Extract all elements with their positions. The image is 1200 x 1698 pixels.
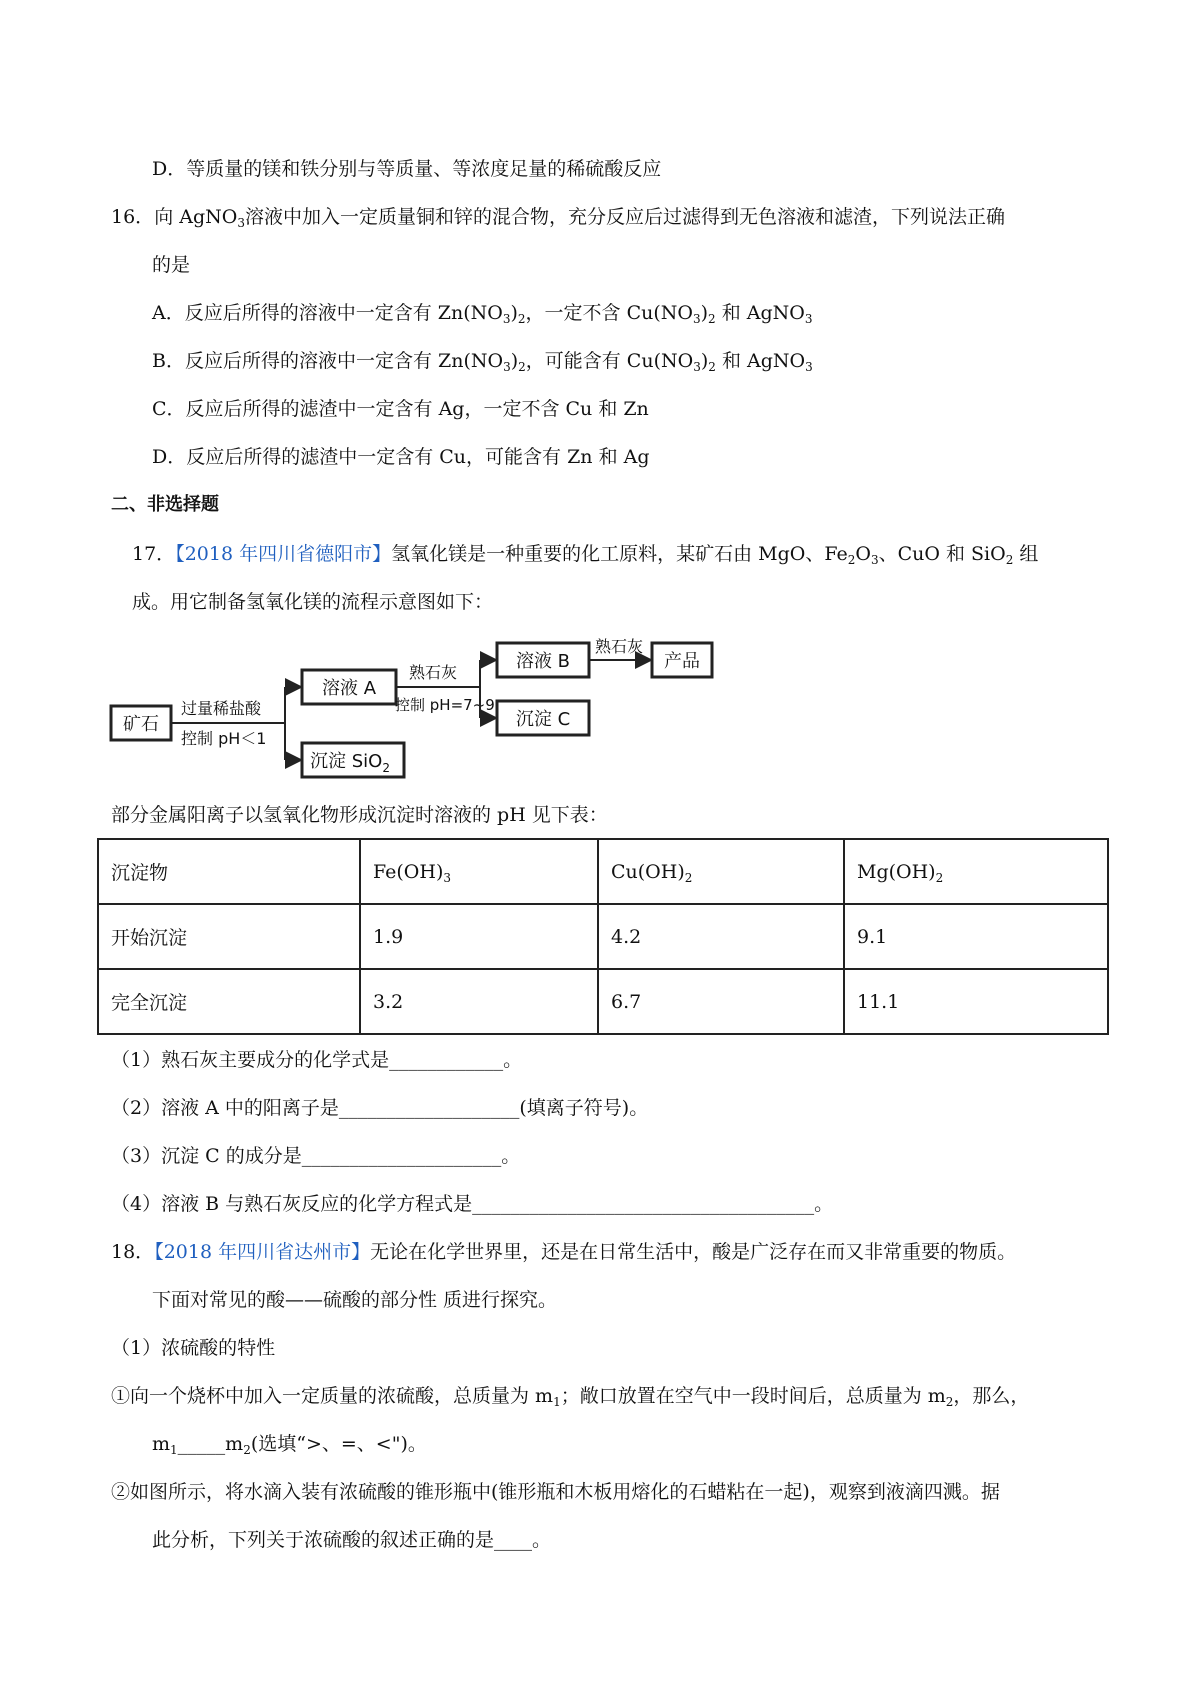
solution-a-label: 溶液 A xyxy=(321,678,377,699)
q18-stem-line2: 下面对常见的酸——硫酸的部分性 质进行探究。 xyxy=(152,1289,558,1311)
text: ①向一个烧杯中加入一定质量的浓硫酸，总质量为 m xyxy=(111,1385,554,1407)
section-heading: 二、非选择题 xyxy=(111,494,219,515)
subscript: 3 xyxy=(237,216,245,230)
sio2-label xyxy=(310,751,390,775)
table-row xyxy=(98,904,1108,969)
table-cell: 开始沉淀 xyxy=(98,904,360,969)
subscript: 3 xyxy=(502,312,511,326)
q17-stem-line2: 成。用它制备氢氧化镁的流程示意图如下： xyxy=(132,591,494,613)
subscript: 2 xyxy=(847,553,856,567)
text: ，一定不含 Cu(NO xyxy=(525,302,693,324)
q16-option-a xyxy=(152,301,812,325)
text: B．反应后所得的溶液中一定含有 Zn(NO xyxy=(152,350,504,372)
text: ，那么， xyxy=(953,1385,1030,1407)
table-cell: 9.1 xyxy=(844,904,1108,969)
table-cell: 完全沉淀 xyxy=(98,969,360,1034)
q16-stem-text-b: 溶液中加入一定质量铜和锌的混合物，充分反应后过滤得到无色溶液和滤渣，下列说法正确 xyxy=(244,206,1005,228)
text: Fe(OH) xyxy=(373,860,444,883)
q16-stem-line2: 的是 xyxy=(152,254,191,276)
table-cell: 11.1 xyxy=(844,969,1108,1034)
step1-reagent: 过量稀盐酸 xyxy=(181,699,262,718)
text: 氢氧化镁是一种重要的化工原料，某矿石由 MgO、Fe xyxy=(391,543,848,565)
q15-option-d: D．等质量的镁和铁分别与等质量、等浓度足量的稀硫酸反应 xyxy=(152,158,662,180)
q18-number: 18． xyxy=(111,1241,155,1263)
subscript: 2 xyxy=(708,360,716,374)
solution-b-label: 溶液 B xyxy=(515,651,571,672)
q18-item1-line1 xyxy=(111,1384,1029,1408)
q17-sub3: （3）沉淀 C 的成分是_____________________。 xyxy=(111,1145,521,1167)
q17-sub1: （1）熟石灰主要成分的化学式是____________。 xyxy=(111,1049,523,1071)
subscript: 1 xyxy=(170,1443,178,1457)
text: A．反应后所得的溶液中一定含有 Zn(NO xyxy=(152,302,503,324)
subscript: 2 xyxy=(945,1395,954,1409)
text: ；敞口放置在空气中一段时间后，总质量为 m xyxy=(560,1385,946,1407)
precipitate-c-label: 沉淀 C xyxy=(515,709,571,730)
text: 和 AgNO xyxy=(715,302,805,324)
subscript: 3 xyxy=(693,360,701,374)
text: ，可能含有 Cu(NO xyxy=(525,350,694,372)
table-row xyxy=(98,839,1108,904)
subscript: 2 xyxy=(518,360,526,374)
step2-condition: 控制 pH=7~9 xyxy=(395,696,495,714)
subscript: 3 xyxy=(692,312,701,326)
table-header-cell xyxy=(360,839,598,904)
text: _____m xyxy=(177,1433,244,1455)
q17-stem-line1 xyxy=(132,542,1038,566)
subscript: 3 xyxy=(805,360,813,374)
q18-source: 【2018 年四川省达州市】 xyxy=(154,1241,371,1263)
subscript: 1 xyxy=(553,1395,561,1409)
text: 组 xyxy=(1013,543,1039,565)
text: 沉淀 SiO xyxy=(310,751,383,772)
table-cell: 1.9 xyxy=(360,904,598,969)
text: 无论在化学世界里，还是在日常生活中，酸是广泛存在而又非常重要的物质。 xyxy=(370,1241,1017,1263)
subscript: 2 xyxy=(517,312,526,326)
process-flow-diagram xyxy=(105,630,755,780)
text: 和 AgNO xyxy=(715,350,806,372)
text: ) xyxy=(700,302,709,324)
text: O xyxy=(855,543,871,565)
subscript: 2 xyxy=(382,761,390,775)
text: m xyxy=(152,1433,171,1455)
table-row xyxy=(98,969,1108,1034)
table-header-cell: 沉淀物 xyxy=(98,839,360,904)
q18-item2-line1: ②如图所示，将水滴入装有浓硫酸的锥形瓶中(锥形瓶和木板用熔化的石蜡粘在一起)，观察到液滴四溅。据 xyxy=(111,1481,1000,1503)
step1-condition: 控制 pH＜1 xyxy=(181,729,267,748)
step2-reagent: 熟石灰 xyxy=(409,663,458,682)
step3-reagent: 熟石灰 xyxy=(595,637,644,656)
q16-number: 16． xyxy=(111,206,155,228)
text: ) xyxy=(510,350,519,372)
subscript: 3 xyxy=(870,553,879,567)
subscript: 3 xyxy=(804,312,813,326)
q18-item2-line2: 此分析，下列关于浓硫酸的叙述正确的是____。 xyxy=(152,1529,552,1551)
text: (选填“>、=、<")。 xyxy=(250,1433,427,1455)
q16-option-d: D．反应后所得的滤渣中一定含有 Cu，可能含有 Zn 和 Ag xyxy=(152,446,650,468)
q17-sub2: （2）溶液 A 中的阳离子是___________________(填离子符号)。 xyxy=(111,1097,649,1119)
subscript: 2 xyxy=(684,870,693,885)
q16-stem-line1 xyxy=(111,205,1005,229)
q18-part1-heading: （1）浓硫酸的特性 xyxy=(111,1337,276,1359)
subscript: 2 xyxy=(1005,553,1014,567)
text: 、CuO 和 SiO xyxy=(878,543,1006,565)
q17-sub4: （4）溶液 B 与熟石灰反应的化学方程式是____________________________________。 xyxy=(111,1193,834,1215)
q17-source: 【2018 年四川省德阳市】 xyxy=(175,543,392,565)
subscript: 3 xyxy=(503,360,511,374)
table-cell: 3.2 xyxy=(360,969,598,1034)
table-header-cell xyxy=(598,839,844,904)
text: ) xyxy=(510,302,518,324)
table-cell: 4.2 xyxy=(598,904,844,969)
q18-stem-line1 xyxy=(111,1240,1016,1264)
ore-label: 矿石 xyxy=(123,714,159,735)
subscript: 3 xyxy=(443,870,451,885)
text: Cu(OH) xyxy=(611,860,685,883)
table-cell: 6.7 xyxy=(598,969,844,1034)
q16-stem-text-a: 向 AgNO xyxy=(154,206,238,228)
ph-table xyxy=(97,838,1109,1035)
q17-number: 17． xyxy=(132,543,176,565)
text: ) xyxy=(700,350,709,372)
subscript: 2 xyxy=(243,1443,251,1457)
table-header-cell xyxy=(844,839,1108,904)
product-label: 产品 xyxy=(664,651,700,672)
text: Mg(OH) xyxy=(857,860,936,883)
subscript: 2 xyxy=(935,870,944,885)
subscript: 2 xyxy=(708,312,716,326)
q16-option-b xyxy=(152,349,813,373)
table-intro: 部分金属阳离子以氢氧化物形成沉淀时溶液的 pH 见下表： xyxy=(111,804,608,826)
q16-option-c: C．反应后所得的滤渣中一定含有 Ag，一定不含 Cu 和 Zn xyxy=(152,398,649,420)
q18-item1-line2 xyxy=(152,1432,427,1456)
